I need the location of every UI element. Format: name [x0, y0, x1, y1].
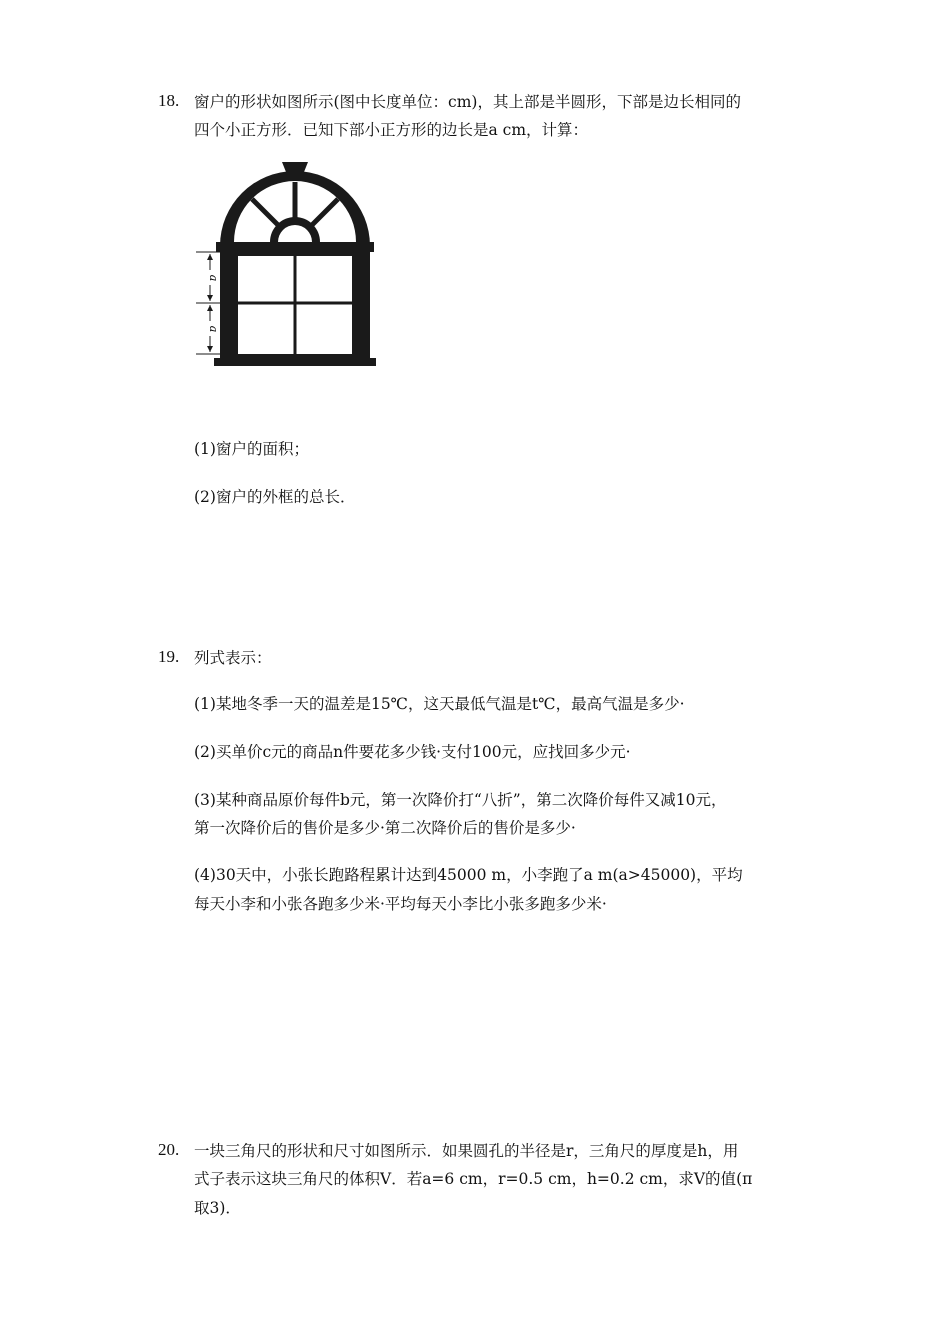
subquestion-2: (2)买单价c元的商品n件要花多少钱·支付100元，应找回多少元·	[194, 743, 631, 761]
subquestion-3-line: (3)某种商品原价每件b元，第一次降价打“八折”，第二次降价每件又减10元，	[194, 791, 727, 809]
question-text-line: 四个小正方形．已知下部小正方形的边长是a cm，计算：	[194, 121, 589, 139]
window-figure	[190, 158, 390, 378]
subquestion-2: (2)窗户的外框的总长．	[194, 488, 356, 506]
subquestion-1: (1)窗户的面积；	[194, 440, 309, 458]
question-text-line: 窗户的形状如图所示(图中长度单位：cm)，其上部是半圆形，下部是边长相同的	[194, 93, 741, 111]
question-text-line: 一块三角尺的形状和尺寸如图所示．如果圆孔的半径是r，三角尺的厚度是h，用	[194, 1142, 739, 1160]
dimension-label: a	[207, 274, 220, 282]
question-number: 20.	[158, 1140, 180, 1159]
subquestion-4-line: 每天小李和小张各跑多少米·平均每天小李比小张多跑多少米·	[194, 895, 607, 913]
subquestion-3-line: 第一次降价后的售价是多少·第二次降价后的售价是多少·	[194, 819, 576, 837]
subquestion-1: (1)某地冬季一天的温差是15℃，这天最低气温是t℃，最高气温是多少·	[194, 695, 685, 713]
question-number: 18.	[158, 91, 180, 110]
question-text-line: 取3)．	[194, 1199, 241, 1217]
question-text-line: 式子表示这块三角尺的体积V．若a=6 cm，r=0.5 cm，h=0.2 cm，求V的值(π	[194, 1170, 753, 1188]
dimension-label: a	[207, 325, 220, 333]
subquestion-4-line: (4)30天中，小张长跑路程累计达到45000 m，小李跑了a m(a>45000)，平均	[194, 866, 743, 884]
question-number: 19.	[158, 647, 180, 666]
question-text-line: 列式表示：	[194, 649, 272, 667]
